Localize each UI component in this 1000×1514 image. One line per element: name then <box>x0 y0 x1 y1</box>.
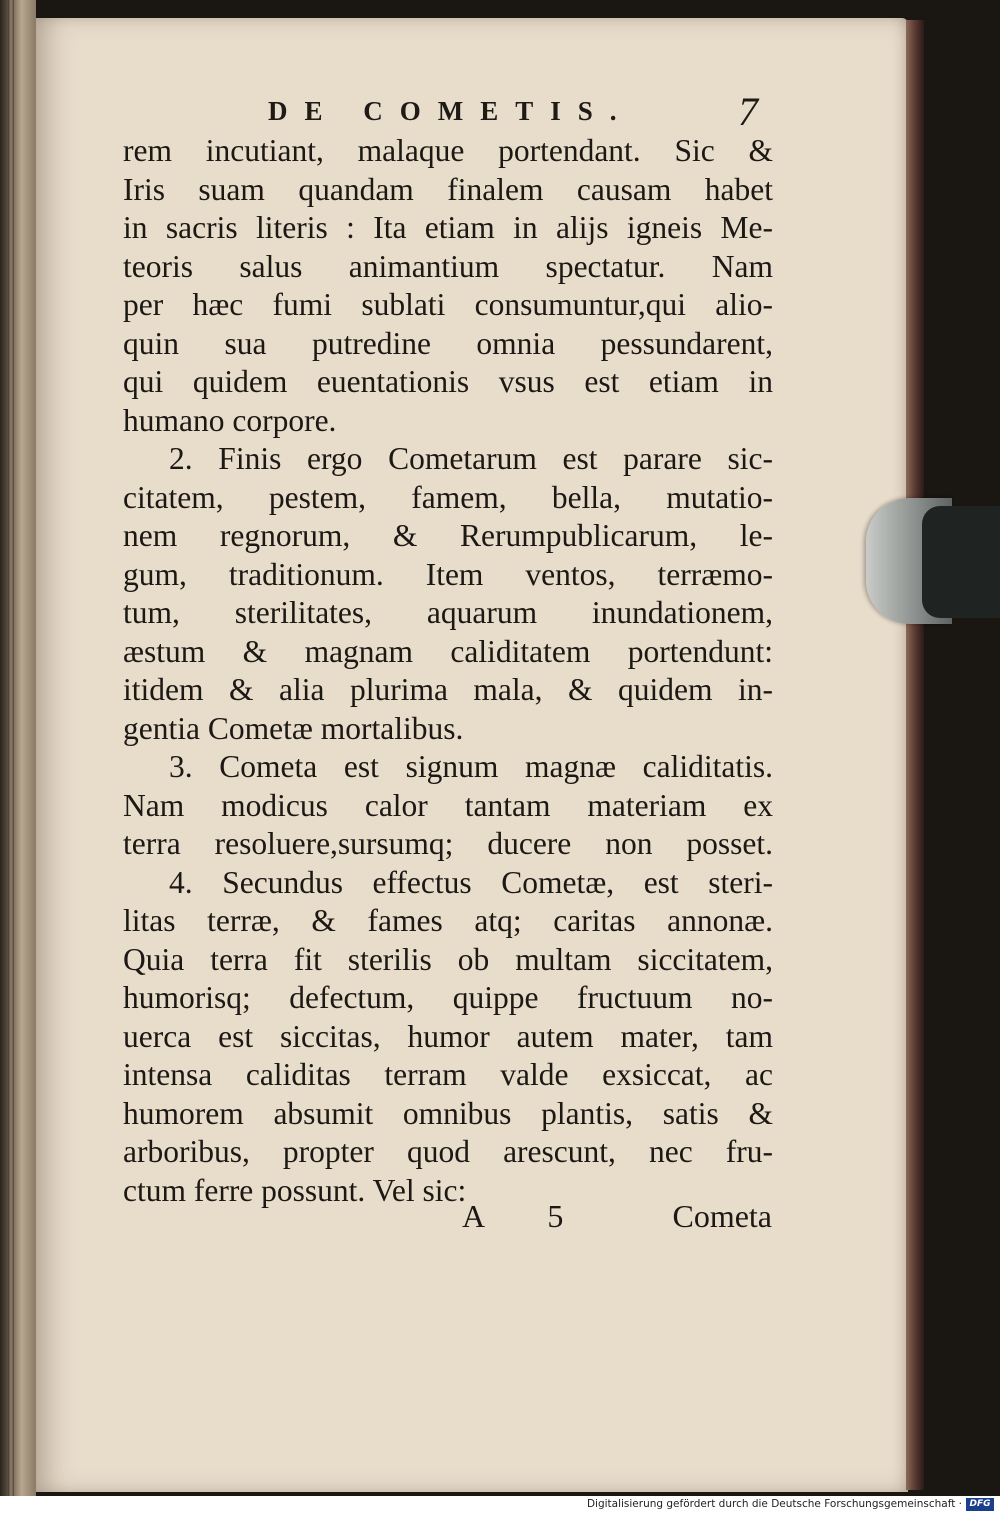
dfg-logo-icon: DFG <box>966 1498 994 1511</box>
text-line: terra resoluere,sursumq; ducere non posset. <box>123 826 773 861</box>
book-page <box>36 18 908 1492</box>
text-line: tum, sterilitates, aquarum inundationem, <box>123 595 773 630</box>
text-line: Quia terra fit sterilis ob multam siccitatem, <box>123 941 773 977</box>
text-line: æstum & magnam caliditatem portendunt: <box>123 633 773 669</box>
page-fore-edge <box>906 20 924 1490</box>
text-line: 2. Finis ergo Cometarum est parare sic- <box>169 441 773 476</box>
text-line: 3. Cometa est signum magnæ caliditatis. <box>169 749 773 784</box>
body-text <box>123 132 773 1210</box>
binding-fold <box>8 0 14 1496</box>
catchline <box>456 1198 776 1238</box>
text-line: gum, traditionum. Item ventos, terræmo- <box>123 556 773 592</box>
footer-bar <box>0 1496 1000 1514</box>
text-line: itidem & alia plurima mala, & quidem in- <box>123 672 773 707</box>
text-line: teoris salus animantium spectatur. Nam <box>123 248 773 284</box>
text-line: qui quidem euentationis vsus est etiam in <box>123 364 773 399</box>
text-line: humorisq; defectum, quippe fructuum no- <box>123 980 773 1015</box>
text-line: gentia Cometæ mortalibus. <box>123 710 464 746</box>
text-line: Nam modicus calor tantam materiam ex <box>123 787 773 823</box>
bookmark-clip-shadow <box>922 506 1000 618</box>
text-line: intensa caliditas terram valde exsiccat, ac <box>123 1057 773 1092</box>
text-line: in sacris literis : Ita etiam in alijs igneis Me- <box>123 210 773 245</box>
text-line: citatem, pestem, famem, bella, mutatio- <box>123 479 773 515</box>
text-line: humorem absumit omnibus plantis, satis & <box>123 1095 773 1131</box>
text-line: nem regnorum, & Rerumpublicarum, le- <box>123 518 773 553</box>
catchword: Cometa <box>672 1198 772 1234</box>
text-line: Iris suam quandam finalem causam habet <box>123 171 773 207</box>
text-line: rem incutiant, malaque portendant. Sic & <box>123 133 773 168</box>
text-line: uerca est siccitas, humor autem mater, tam <box>123 1018 773 1054</box>
text-line: ctum ferre possunt. Vel sic: <box>123 1172 467 1208</box>
funding-credit: Digitalisierung gefördert durch die Deutsche Forschungsgemeinschaft · <box>586 1498 962 1510</box>
text-line: quin sua putredine omnia pessundarent, <box>123 325 773 361</box>
text-line: per hæc fumi sublati consumuntur,qui alio- <box>123 287 773 322</box>
text-line: humano corpore. <box>123 402 337 438</box>
page-header <box>268 89 768 134</box>
text-line: 4. Secundus effectus Cometæ, est steri- <box>169 864 773 900</box>
text-line: litas terræ, & fames atq; caritas annonæ. <box>123 903 773 938</box>
running-title: DE COMETIS. <box>268 96 634 126</box>
facing-page-edge <box>0 0 36 1496</box>
signature-mark: A 5 <box>462 1198 592 1234</box>
text-line: arboribus, propter quod arescunt, nec fru- <box>123 1134 773 1169</box>
page-number: 7 <box>738 89 758 134</box>
